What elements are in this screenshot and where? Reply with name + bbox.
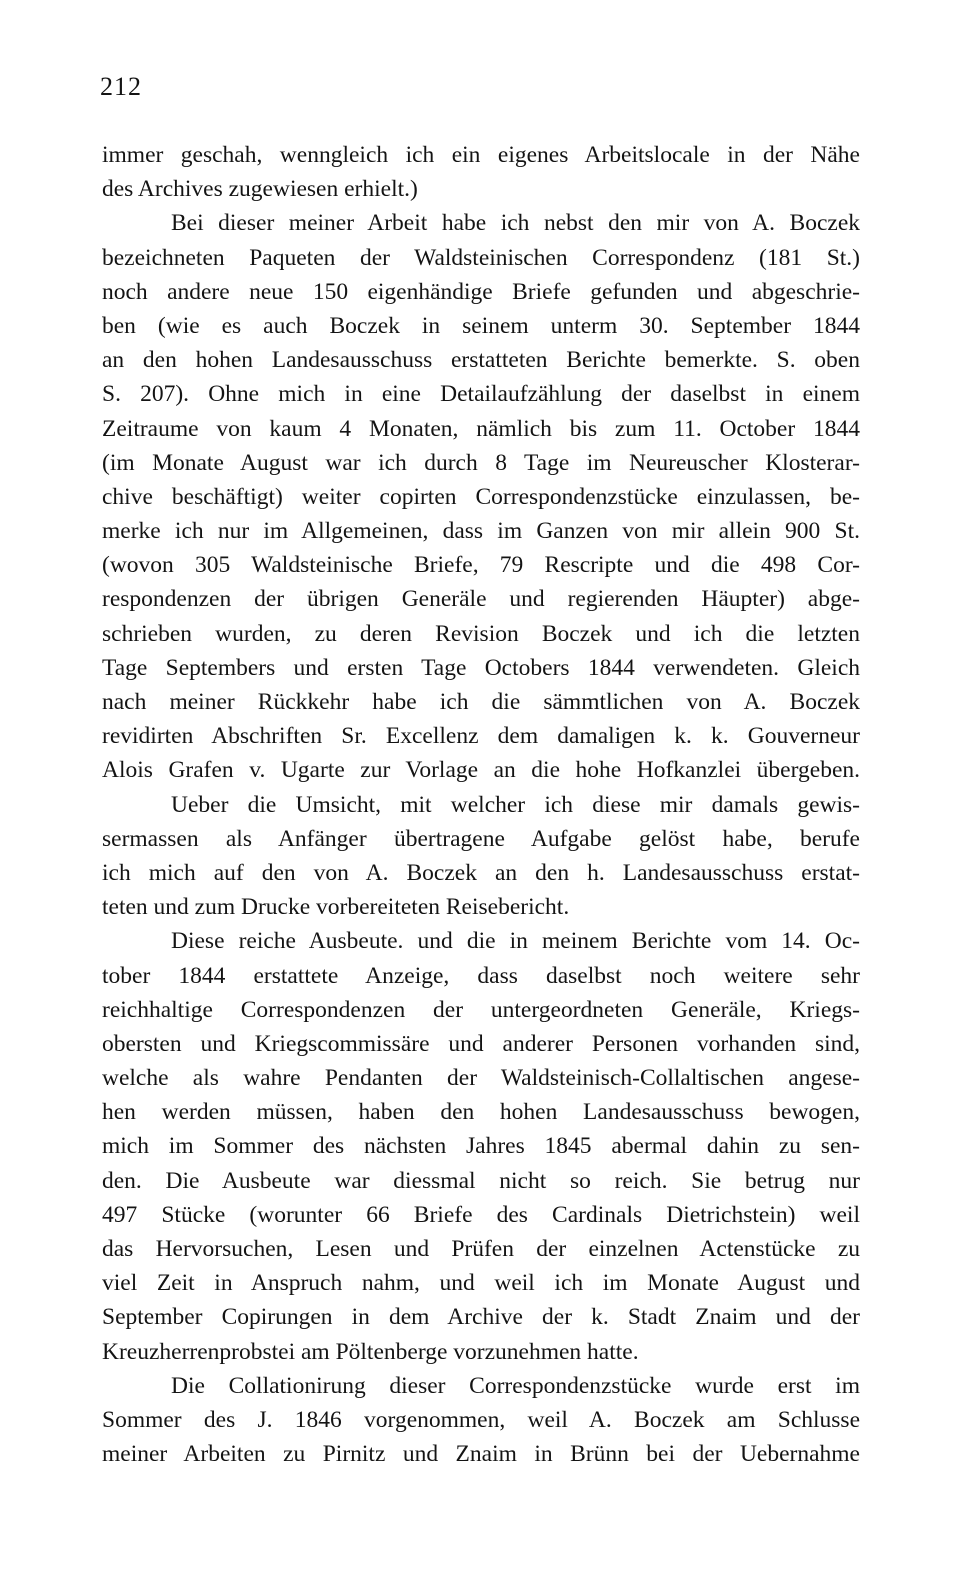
text-line: teten und zum Drucke vorbereiteten Reisebericht. — [102, 894, 570, 921]
text-line: das Hervorsuchen, Lesen und Prüfen der einzelnen Actenstücke zu — [102, 1236, 860, 1262]
text-line: Alois Grafen v. Ugarte zur Vorlage an die hohe Hofkanzlei übergeben. — [102, 757, 860, 784]
paragraph-start-line: Ueber die Umsicht, mit welcher ich diese mir damals gewis- — [171, 791, 860, 818]
text-line: welche als wahre Pendanten der Waldsteinisch-Collaltischen angese- — [102, 1065, 860, 1092]
text-line: S. 207). Ohne mich in eine Detailaufzählung der daselbst in einem — [102, 381, 860, 408]
text-line: merke ich nur im Allgemeinen, dass im Ganzen von mir allein 900 St. — [102, 518, 860, 545]
text-line: schrieben wurden, zu deren Revision Boczek und ich die letzten — [102, 620, 860, 647]
text-line: mich im Sommer des nächsten Jahres 1845 abermal dahin zu sen- — [102, 1133, 860, 1160]
text-line: reichhaltige Correspondenzen der untergeordneten Generäle, Kriegs- — [102, 996, 860, 1023]
text-line: den. Die Ausbeute war diessmal nicht so reich. Sie betrug nur — [102, 1167, 860, 1194]
text-line: (wovon 305 Waldsteinische Briefe, 79 Rescripte und die 498 Cor- — [102, 552, 860, 579]
text-line: an den hohen Landesausschuss erstatteten Berichte bemerkte. S. oben — [102, 347, 860, 374]
text-line: chive beschäftigt) weiter copirten Correspondenzstücke einzulassen, be- — [102, 483, 860, 510]
text-line: respondenzen der übrigen Generäle und regierenden Häupter) abge- — [102, 586, 860, 613]
text-line: revidirten Abschriften Sr. Excellenz dem damaligen k. k. Gouverneur — [102, 723, 860, 750]
text-line: 497 Stücke (worunter 66 Briefe des Cardinals Dietrichstein) weil — [102, 1201, 860, 1228]
text-line: Kreuzherrenprobstei am Pöltenberge vorzunehmen hatte. — [102, 1338, 639, 1365]
paragraph-start-line: Die Collationirung dieser Correspondenzstücke wurde erst im — [171, 1372, 860, 1399]
text-line: viel Zeit in Anspruch nahm, und weil ich im Monate August und — [102, 1270, 860, 1297]
text-line: ich mich auf den von A. Boczek an den h. Landesausschuss erstat- — [102, 859, 860, 886]
paragraph-start-line: Bei dieser meiner Arbeit habe ich nebst den mir von A. Boczek — [171, 210, 860, 237]
text-line: September Copirungen in dem Archive der k. Stadt Znaim und der — [102, 1304, 860, 1331]
text-line: nach meiner Rückkehr habe ich die sämmtlichen von A. Boczek — [102, 689, 860, 715]
paragraph-start-line: Diese reiche Ausbeute. und die in meinem Berichte vom 14. Oc- — [171, 928, 860, 955]
text-line: des Archives zugewiesen erhielt.) — [102, 176, 418, 203]
text-line: (im Monate August war ich durch 8 Tage im Neureuscher Klosterar- — [102, 449, 860, 476]
body-text — [102, 138, 860, 1471]
text-line: bezeichneten Paqueten der Waldsteinischen Correspondenz (181 St.) — [102, 244, 860, 271]
text-line: ben (wie es auch Boczek in seinem unterm 30. September 1844 — [102, 312, 860, 339]
text-line: noch andere neue 150 eigenhändige Briefe gefunden und abgeschrie- — [102, 278, 860, 305]
text-line: Sommer des J. 1846 vorgenommen, weil A. Boczek am Schlusse — [102, 1406, 860, 1433]
text-line: tober 1844 erstattete Anzeige, dass daselbst noch weitere sehr — [102, 962, 860, 989]
text-line: Tage Septembers und ersten Tage Octobers 1844 verwendeten. Gleich — [102, 654, 860, 681]
text-line: Zeitraume von kaum 4 Monaten, nämlich bis zum 11. October 1844 — [102, 415, 860, 442]
text-line: meiner Arbeiten zu Pirnitz und Znaim in Brünn bei der Uebernahme — [102, 1441, 860, 1468]
text-line: sermassen als Anfänger übertragene Aufgabe gelöst habe, berufe — [102, 825, 860, 852]
text-line: immer geschah, wenngleich ich ein eigenes Arbeitslocale in der Nähe — [102, 142, 860, 168]
text-line: hen werden müssen, haben den hohen Landesausschuss bewogen, — [102, 1099, 860, 1126]
text-line: obersten und Kriegscommissäre und anderer Personen vorhanden sind, — [102, 1030, 860, 1057]
page-number: 212 — [100, 72, 142, 101]
